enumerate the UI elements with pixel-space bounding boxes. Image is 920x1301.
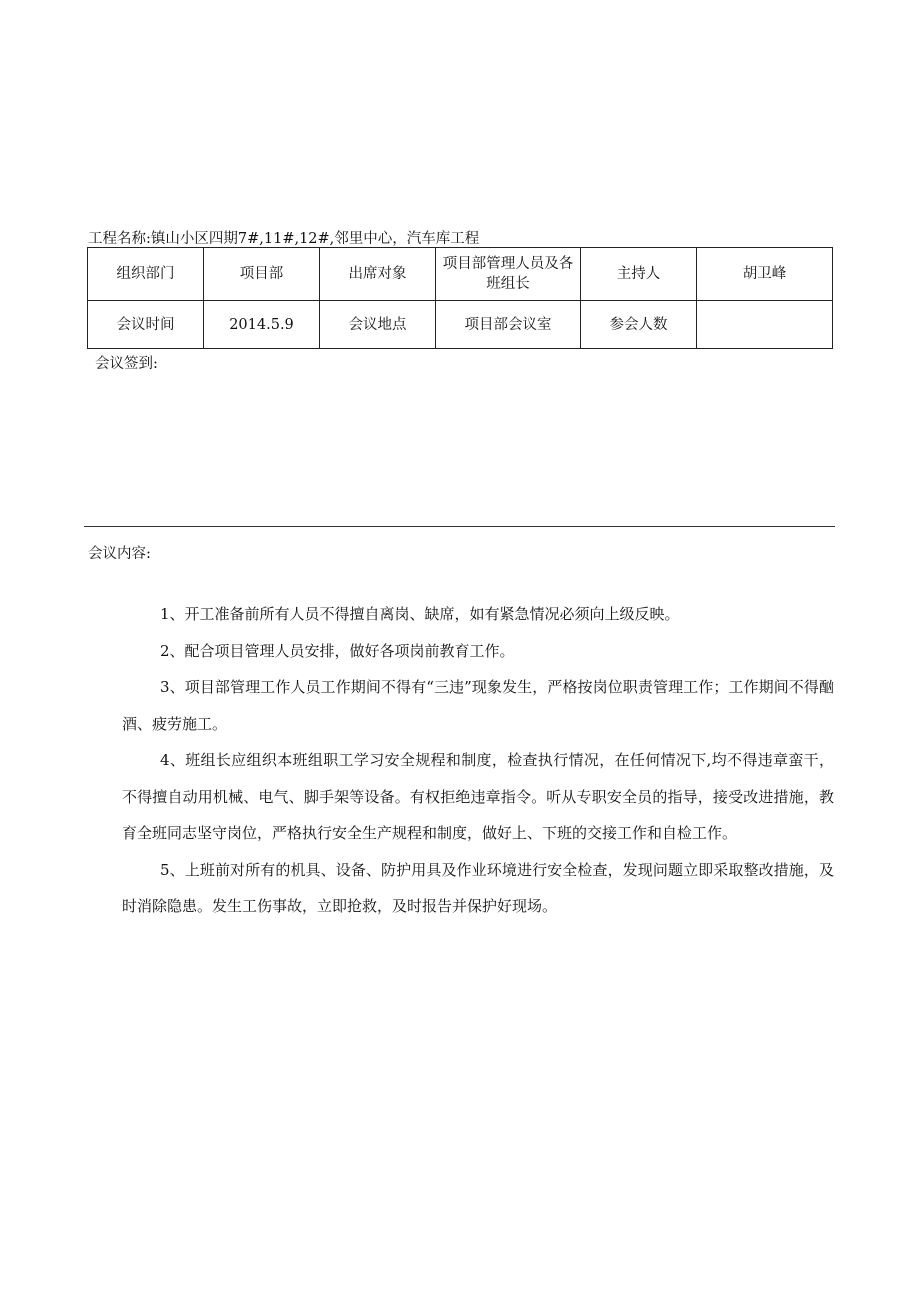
attendees-label-cell: 出席对象 (320, 248, 436, 301)
project-name-value: 镇山小区四期7#,11#,12#,邻里中心，汽车库工程 (150, 231, 480, 247)
project-name-label: 工程名称: (88, 231, 151, 247)
time-label-cell: 会议时间 (88, 301, 204, 349)
meeting-content (122, 596, 834, 925)
count-value-cell (697, 301, 833, 349)
host-label-cell: 主持人 (581, 248, 697, 301)
org-value-cell: 项目部 (204, 248, 320, 301)
place-value-cell: 项目部会议室 (436, 301, 581, 349)
meeting-info-table (87, 247, 833, 349)
content-item-5: 5、上班前对所有的机具、设备、防护用具及作业环境进行安全检查，发现问题立即采取整改措施，及时消除隐患。发生工伤事故，立即抢救，及时报告并保护好现场。 (122, 860, 834, 915)
sign-in-label: 会议签到: (95, 356, 158, 372)
table-row (88, 301, 833, 349)
content-item-3: 3、项目部管理工作人员工作期间不得有“三违”现象发生，严格按岗位职责管理工作；工作期间不得酗酒、疲劳施工。 (122, 678, 834, 733)
place-label-cell: 会议地点 (320, 301, 436, 349)
section-divider (84, 526, 835, 527)
attendees-value-cell: 项目部管理人员及各班组长 (436, 248, 581, 301)
table-row (88, 248, 833, 301)
content-item-1: 1、开工准备前所有人员不得擅自离岗、缺席，如有紧急情况必须向上级反映。 (160, 605, 680, 623)
org-label-cell: 组织部门 (88, 248, 204, 301)
content-item-4: 4、班组长应组织本班组职工学习安全规程和制度，检查执行情况，在任何情况下,均不得违章蛮干，不得擅自动用机械、电气、脚手架等设备。有权拒绝违章指令。听从专职安全员的指导，接受改进措施，教育全班同志坚守岗位，严格执行安全生产规程和制度，做好上、下班的交接工作和自检工作。 (122, 751, 834, 842)
count-label-cell: 参会人数 (581, 301, 697, 349)
content-label: 会议内容: (88, 546, 151, 562)
project-name-line (88, 227, 479, 248)
host-value-cell: 胡卫峰 (697, 248, 833, 301)
time-value-cell: 2014.5.9 (204, 301, 320, 349)
content-item-2: 2、配合项目管理人员安排，做好各项岗前教育工作。 (160, 641, 515, 660)
